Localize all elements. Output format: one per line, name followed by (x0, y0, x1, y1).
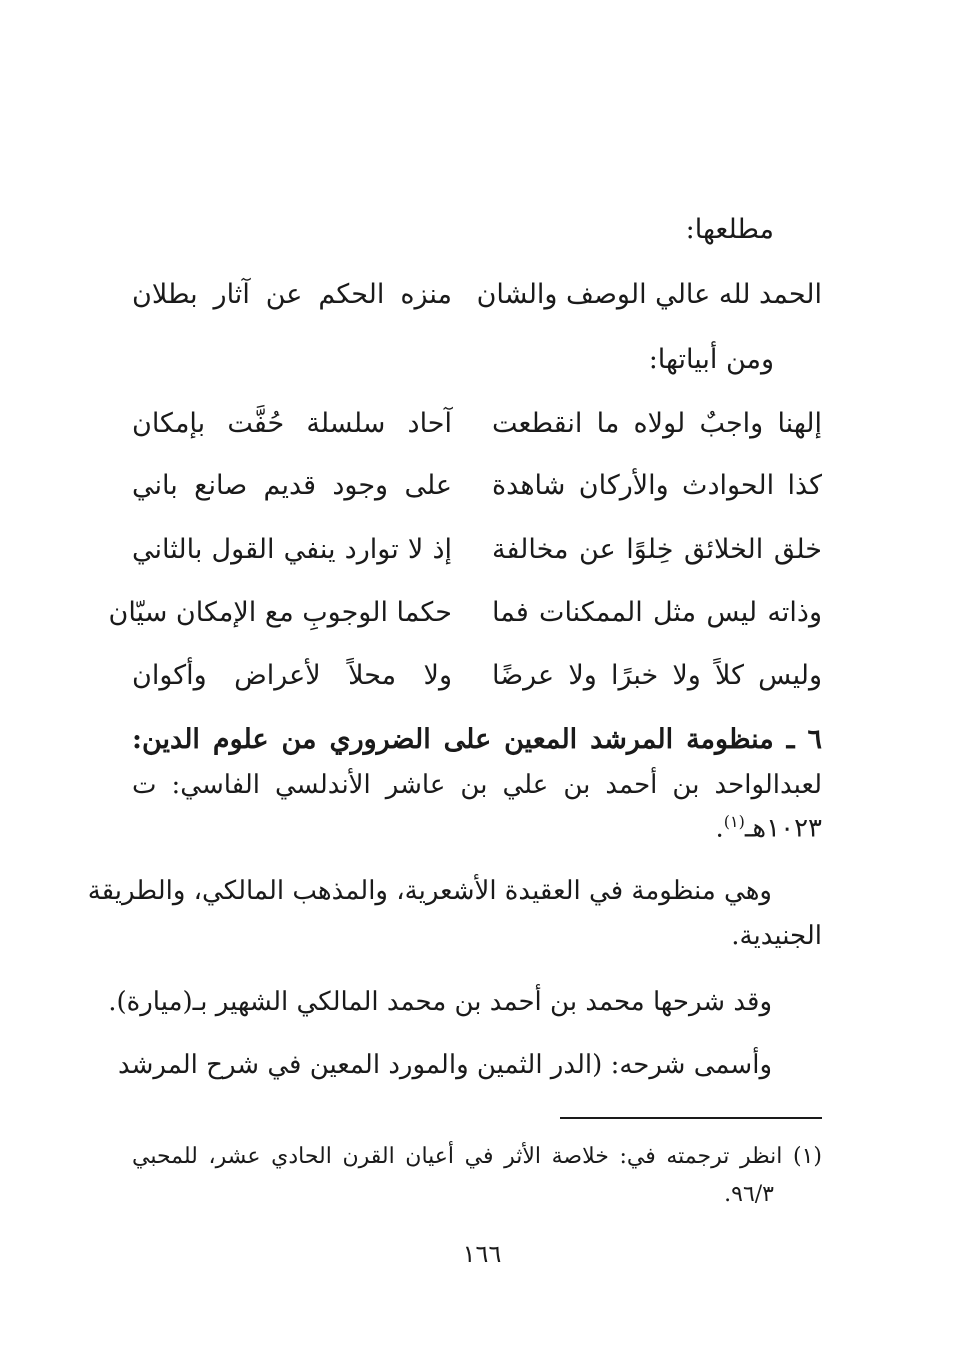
death-year: ١٠٢٣هـ (744, 813, 822, 844)
sentence-end: . (715, 813, 724, 844)
verse-first-hemistich: وذاته ليس مثل الممكنات فما (492, 597, 822, 628)
section-heading: ٦ ـ منظومة المرشد المعين على الضروري من علوم الدين: (132, 724, 822, 755)
verse-first-hemistich: وليس كلاً ولا خبرًا ولا عرضًا (492, 660, 822, 691)
paragraph-line: وهي منظومة في العقيدة الأشعرية، والمذهب المالكي، والطريقة (87, 876, 772, 906)
author-date-line (715, 812, 822, 844)
verse-first-hemistich: إلهنا واجبٌ لولاه ما انقطعت (492, 408, 822, 439)
footnote-text-continued: ٩٦/٣. (724, 1182, 774, 1207)
verse-second-hemistich: إذ لا توارد ينفي القول بالثاني (132, 534, 452, 565)
verse-second-hemistich: حكما الوجوبِ مع الإمكان سيّان (108, 597, 452, 628)
footnote-divider (560, 1117, 822, 1119)
paragraph-line: الجنيدية. (731, 921, 822, 951)
verse-first-hemistich: خلق الخلائق خِلوًا عن مخالفة (492, 534, 822, 565)
footnote-marker: (١) (723, 812, 745, 831)
verse-second-hemistich: على وجود قديم صانع باني (132, 470, 452, 501)
opening-verse-second-hemistich: منزه الحكم عن آثار بطلان (132, 279, 452, 310)
verse-second-hemistich: ولا محلاً لأعراض وأكوان (132, 660, 452, 691)
author-line: لعبدالواحد بن أحمد بن علي بن عاشر الأندلسي الفاسي: ت (132, 770, 822, 800)
footnote-text: (١) انظر ترجمته في: خلاصة الأثر في أعيان القرن الحادي عشر، للمحبي (132, 1144, 822, 1169)
intro-text: مطلعها: (685, 214, 774, 245)
intro-text-verses: ومن أبياتها: (648, 344, 774, 375)
opening-verse-first-hemistich: الحمد لله عالي الوصف والشان (476, 279, 822, 310)
paragraph-line: وقد شرحها محمد بن أحمد بن محمد المالكي الشهير بـ(ميارة). (108, 987, 772, 1017)
verse-first-hemistich: كذا الحوادث والأركان شاهدة (492, 470, 822, 501)
page-number: ١٦٦ (462, 1240, 502, 1268)
paragraph-line: وأسمى شرحه: (الدر الثمين والمورد المعين في شرح المرشد (117, 1050, 772, 1080)
verse-second-hemistich: آحاد سلسلة حُفَّت بإمكان (132, 408, 452, 439)
